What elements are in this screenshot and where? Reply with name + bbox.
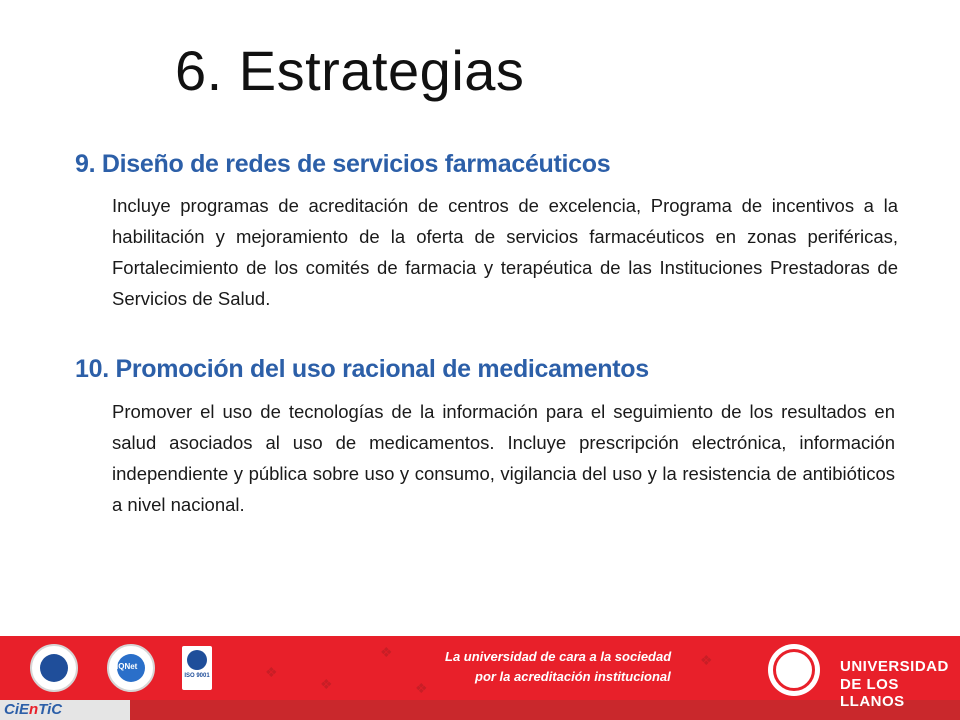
section-heading-redes: 9. Diseño de redes de servicios farmacéuticos [75,150,611,178]
university-name-line2: DE LOS LLANOS [840,676,905,710]
seal-emblem-icon [40,654,68,682]
iso-label: ISO 9001 [184,673,210,679]
iso-logo-icon [182,646,212,690]
slide-title: 6. Estrategias [175,39,525,102]
bird-decoration-icon: ❖ [320,676,333,692]
section-body-redes: Incluye programas de acreditación de centros de excelencia, Programa de incentivos a la habilitación y mejoramiento de la oferta de servicios farmacéuticos en zonas periféricas, Fortalecimiento de los comités de farmacia y terapéutica de las Instituciones Prestadoras de Servicios de Salud. [112,195,898,309]
footer-tagline-line2: por la acreditación institucional [475,669,671,684]
bird-decoration-icon: ❖ [415,680,428,696]
footer-bottom-band [130,700,960,720]
cientic-part2: n [29,701,39,718]
cientic-part3: TiC [38,701,63,718]
iso-emblem-icon [187,650,207,670]
bird-decoration-icon: ❖ [265,664,278,680]
iqnet-logo-icon [107,644,155,692]
section-heading-uso-racional: 10. Promoción del uso racional de medicamentos [75,355,649,383]
university-seal-icon [768,644,820,696]
bird-decoration-icon: ❖ [700,652,713,668]
certification-seal-icon [30,644,78,692]
cientic-logo [4,701,62,718]
university-seal-ring [773,649,815,691]
bird-decoration-icon: ❖ [380,644,393,660]
university-name-line1: UNIVERSIDAD [840,658,949,675]
footer-banner [0,636,960,720]
cientic-part1: CiE [4,701,30,718]
footer-bottom-strip [0,700,960,720]
iqnet-label: IQNet [116,662,138,671]
section-body-uso-racional: Promover el uso de tecnologías de la información para el seguimiento de los resultados en salud asociados al uso de medicamentos. Incluye prescripción electrónica, información independiente y pública sobre uso y consumo, vigilancia del uso y la resistencia de antibióticos a nivel nacional. [112,401,895,515]
footer-tagline-line1: La universidad de cara a la sociedad [445,649,672,664]
